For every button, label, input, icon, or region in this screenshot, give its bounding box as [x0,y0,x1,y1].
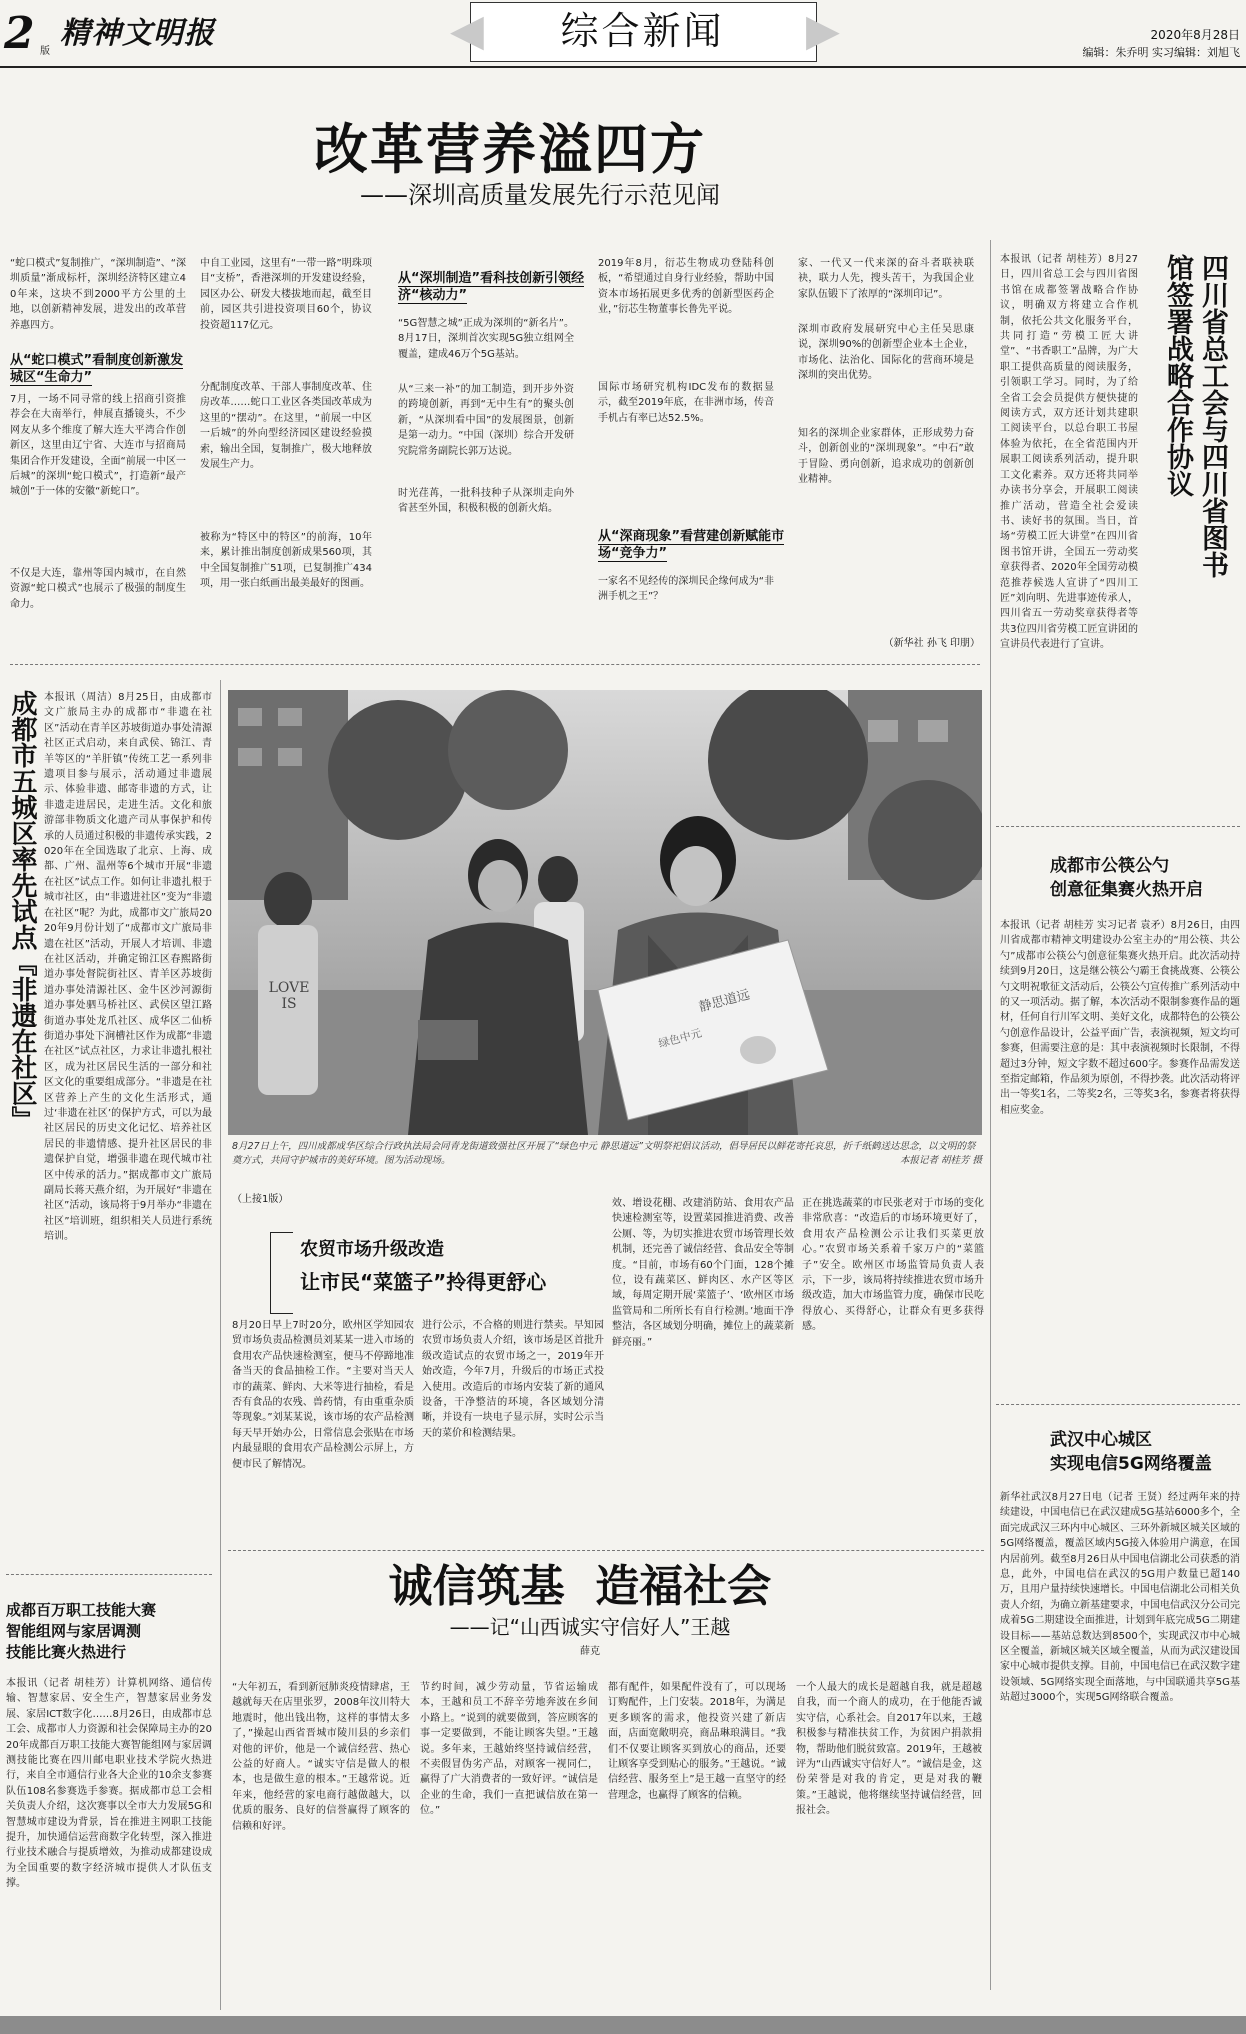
right-bot-title [1050,1428,1240,1476]
market-title-2: 让市民“菜篮子”拎得更舒心 [300,1270,547,1294]
left-bot-title-text: 成都百万职工技能大赛 智能组网与家居调测 技能比赛火热进行 [6,1601,157,1661]
lead-col-2-c: 被称为“特区中的特区”的前海，10年来，累计推出制度创新成果560项，其中全国复制推广51项，已复制推广434项，用一张白纸画出最美最好的图画。 [200,532,372,590]
shanxi-subtitle: ——记“山西诚实守信好人”王越 [449,1615,731,1639]
lead-col-3-c: 时光荏苒，一批科技种子从深圳走向外省甚至外国，积极积极的创新火焰。 [398,488,574,515]
right-mid-body: 本报讯（记者 胡桂芳 实习记者 袁矛）8月26日，由四川省成都市精神文明建设办公室主办的“用公筷、共公勺”成都市公筷公勺创意征集赛火热开启。此次活动持续到9月20日，这是继公筷公勺霸王食挑战赛、公筷公勺文明祝歌征文活动后，公筷公勺宣传推广系列活动中的又一项活动。据了解，本次活动不限制参赛作品的题材，任何自行川军文明、美好文化，成都特色的公筷公勺创意作品设计，公益平面广告，表演视频，短文均可参赛，但需要注意的是：其中表演视频时长限制，不得超过3分钟，短文字数不超过600字。参赛作品需发送至指定邮箱，作品须为原创，不得抄袭。此次活动将评出一等奖1名，二等奖2名，三等奖3名，参赛者将获得相应奖金。 [1000,920,1240,1116]
market-title-1: 农贸市场升级改造 [300,1239,444,1260]
lead-subhead-3: 从“深商现象”看营建创新赋能市场“竞争力” [598,529,785,561]
news-photo [228,690,982,1135]
lead-col-4-b: 国际市场研究机构IDC发布的数据显示，截至2019年底，在非洲市场，传音手机占有率已达52.5%。 [598,382,774,424]
shanxi-col-4: 一个人最大的成长是超越自我，就是超越自我，而一个商人的成功，在于他能否诚实守信，心系社会。自2017年以来，王越积极参与精准扶贫工作，为贫困户捐款捐物，帮助他们脱贫致富。2019年，王越被评为“山西诚实守信好人”。“诚信是金，这份荣誉是对我的肯定，更是对我的鞭策。”王越说，他将继续坚持诚信经营，回报社会。 [796,1682,982,1817]
right-top-body: 本报讯（记者 胡桂芳）8月27日，四川省总工会与四川省图书馆在成都签署战略合作协议，明确双方将建立合作机制，依托公共文化服务平台，共同打造“劳模工匠大讲堂”、“书香职工”品牌，为广大职工提供高质量的阅读服务，引领职工学习。同时，为了给全省工会会员提供方便快捷的阅读方式，双方还计划共建职工阅读平台，以总台职工书屋体验为依托，在全省范围内开展职工阅读系列活动，提升职工文化素养。双方还将共同举办读书分享会，开展职工阅读推广活动，营造全社会爱读书、读好书的氛围。当日，首场“劳模工匠大讲堂”在四川省图书馆开讲，全国五一劳动奖章获得者、2020年全国劳动模范推荐候选人宣讲了“四川工匠”刘向明、先进事迹传承人，四川省五一劳动奖章获得者等共3位四川省劳模工匠宣讲团的宣讲员代表进行了宣讲。 [1000,254,1138,651]
newspaper-name: 精神文明报 [60,16,215,51]
masthead [0,0,1246,70]
shanxi-headline: 诚信筑基 造福社会 [388,1561,772,1612]
lead-col-3-b: 从“三来一补”的加工制造，到开步外资的跨境创新，再到“无中生有”的聚头创新，“从深圳看中国”的发展图景，创新是第一动力。“中国（深圳）综合开发研究院常务副院长郭万达说。 [398,384,574,457]
market-col-2: 进行公示，不合格的则进行禁卖。早知园农贸市场负责人介绍，该市场是区首批升级改造试点的农贸市场之一，2019年开始改造，今年7月，升级后的市场正式投入使用。改造后的市场内安装了新的通风设备，干净整洁的环境，各区域划分清晰，并设有一块电子显示屏，实时公示当天的菜价和检测结果。 [422,1320,604,1439]
lead-subhead-1: 从“蛇口模式”看制度创新激发城区“生命力” [10,353,184,385]
left-mid-body-a: 本报讯（周洁）8月25日，由成都市文广旅局主办的成都市“非遗在社区”活动在青羊区苏坡街道办事处清源社区正式启动，来自武侯、锦江、青羊等区的“羊肝镇”传统工艺一系列非遗项目参与展示，活动通过非遗展示、体验非遗、邮寄非遗的方式，让非遗走进居民，走进生活。文化和旅游部非物质文化遗产司从事保护和传承的人员通过积极的非遗传承实践，2020年在全国选取了北京、上海、成都、广州、温州等6个城市开展“非遗在社区”试点工作。如何让非遗扎根于城市社区，由“非遗进社区”变为“非遗在社区”呢？为此，成都市文广旅局2020年9月份计划了“成都市文广旅局非遗在社区”活动，开展人才培训、非遗在社区活动，并确定锦江区春熙路街道办事处督院街社区、青羊区苏坡街道办事处清源社区、金牛区沙河源街道办事处驷马桥社区、武侯区望江路街道办事处龙爪社区、成华区二仙桥街道办事处下涧槽社区作为成都“非遗在社区”试点社区，力求让非遗扎根社区，成为社区居民生活的一部分和社区文化的重要组成部分。“非遗是在社区营养上产生的文化生活形式，通过‘非遗在社区’的保护方式，可以为最社区居民的历史文化记忆、培养社区居民的非遗情感、提升社区居民的非遗保护自觉，增强非遗在现代城市社区中传承的活力。”据成都市文广旅局副局长蒋天燕介绍，为开展好“非遗在社区”活动，该局将于9月举办“非遗在社区”培训班，组织相关人员进行系统培训。 [44,692,212,1243]
right-column-rule [990,240,991,1990]
photo-shirt-text: LOVE IS [268,980,310,1012]
lead-col-4-a: 2019年8月，衍芯生物成功登陆科创板，“希望通过自身行业经验，帮助中国资本市场拓展更多优秀的创新型医药企业，”衍芯生物董事长鲁先平说。 [598,258,774,316]
right-bot-body: 新华社武汉8月27日电（记者 王贤）经过两年来的持续建设，中国电信已在武汉建成5G基站6000多个，全面完成武汉三环内中心城区、三环外新城区城关区域的5G网络覆盖，覆盖区域内5G接入体验用户满意，在国内居前列。截至8月26日从中国电信湖北公司获悉的消息，此外，中国电信在武汉的5G用户数量已超140万，且用户量持续快速增长。中国电信湖北公司相关负责人介绍，为确立新基建要求，中国电信武汉分公司完成着5G二期建设全面推进，计划到年底完成5G二期建设目标——基站总数达到8500个，实现武汉市中心城区全覆盖，新城区城关区域全覆盖，从而为武汉建设国家中心城市提供支撑。目前，中国电信已在武汉数字建设领域、5G网络实现全面落地，与中国联通共享5G基站超过3000个，实现5G网络联合覆盖。 [1000,1492,1240,1704]
section-chevrons-left: ◀ [450,5,484,56]
page-bottom-bar [0,2016,1246,2034]
section-chevrons-right: ▶ [806,5,840,56]
shanxi-col-1: “大年初五，看到新冠肺炎疫情肆虐，王越就每天在店里张罗，2008年汶川特大地震时，他出钱出物，这样的事情太多了，”操起山西省晋城市陵川县的乡亲们对他的评价，他是一个诚信经营、热心公益的好商人。“诚实守信是做人的根本，也是做生意的根本。”王越常说。近年来，他经营的家电商行越做越大，以优质的服务、良好的信誉赢得了顾客的信赖和好评。 [232,1682,410,1832]
market-bottom-rule [228,1550,984,1551]
lead-col-2-b: 分配制度改革、干部人事制度改革、住房改革……蛇口工业区各类国改革成为这里的“摆动”。在这里，“前展一中区一后城”的外向型经济园区建设经验摸索，输出全国，复制推广，极大地释放发展生产力。 [200,382,372,471]
section-title: 综合新闻 [560,9,725,53]
lead-col-1-c: 不仅是大连，靠州等国内城市，在自然资源“蛇口模式”也展示了极强的制度生命力。 [10,568,186,610]
photo-caption-text: 8月27日上午，四川成都成华区综合行政执法局会同青龙街道致强社区开展了“绿色中元 静思道远”文明祭祀倡议活动，倡导居民以鲜花寄托哀思，折千纸鹤送达思念，以文明的祭奠方式，共同守护城市的美好环境。图为活动现场。 [232,1141,976,1166]
photo-caption [232,1140,982,1168]
right-top-title: 四川省总工会与四川省图书馆签署战略合作协议 [1162,254,1228,578]
page-number: 2 [4,8,35,59]
photo-brochure-text-2: 绿色中元 [657,1026,704,1051]
lead-col-5-b: 深圳市政府发展研究中心主任吴思康说，深圳90%的创新型企业本土企业，市场化、法治化、国际化的营商环境是深圳的突出优势。 [798,324,974,382]
market-col-3: 效、增设花棚、改建消防站、食用农产品快速检测室等，设置菜园推进消费、改善公厕、等，为切实推进农贸市场管理长效机制，还完善了诚信经营、食品安全等制度。“目前，市场有60个门面，128个摊位，设有蔬菜区、鲜肉区、水产区等区域，每周定期开展‘菜篮子’、‘欧州区市场监管局和二所所长有自行检测。’地面干净整洁，各区域划分明确，摊位上的蔬菜新鲜亮丽。” [612,1198,794,1348]
shanxi-col-2: 节约时间，减少劳动量，节省运输成本，王越和员工不辞辛劳地奔波在乡间小路上。“说到的就要做到，答应顾客的事一定要做到，不能让顾客失望。”王越说。多年来，王越始终坚持诚信经营，不卖假冒伪劣产品，对顾客一视同仁，赢得了广大消费者的一致好评。“诚信是企业的生命，我们一直把诚信放在第一位。” [420,1682,598,1817]
left-column-rule [220,680,221,2010]
photo-brochure-text-1: 静思道远 [697,987,752,1016]
right-mid-title-text: 成都市公筷公勺 创意征集赛火热开启 [1050,856,1203,900]
lead-col-3-a: “5G智慧之城”正成为深圳的“新名片”。8月17日，深圳首次实现5G独立组网全覆盖，建成46万个5G基站。 [398,318,574,360]
left-mid-title: 成都市五城区率先试点『非遗在社区』 [7,690,37,1132]
right-bot-title-text: 武汉中心城区 实现电信5G网络覆盖 [1050,1430,1212,1474]
photo-credit: 本报记者 胡桂芳 摄 [899,1155,982,1166]
lead-subhead-2: 从“深圳制造”看科技创新引领经济“核动力” [398,271,585,303]
market-jump-note: （上接1版） [232,1194,289,1205]
lead-subtitle: ——深圳高质量发展先行示范见闻 [360,181,720,209]
right-mid-rule [996,1404,1240,1405]
lead-col-5-a: 家、一代又一代来深的奋斗者联袂联袂，联力人先，搜头苦干，为我国企业家队伍锻下了浓厚的“深圳印记”。 [798,258,974,300]
shanxi-author: 薛克 [580,1646,600,1657]
shanxi-col-3: 都有配件，如果配件没有了，可以现场订购配件，上门安装。2018年，为满足更多顾客的需求，他投资兴建了新店面，店面宽敞明亮，商品琳琅满目。“我们不仅要让顾客买到放心的商品，还要让顾客享受到贴心的服务。”王越说。“诚信经营、服务至上”是王越一直坚守的经营理念，也赢得了顾客的信赖。 [608,1682,786,1801]
left-mid-rule [6,1574,212,1575]
right-top-rule [996,826,1240,827]
photo-illustration [228,690,982,1135]
lead-col-1-b: 7月，一场不同寻常的线上招商引资推荐会在大南举行，伸展直播镜头，不少网友从多个维度了解大连大平湾合作创新区，这里由辽宁省、大连市与招商局集团合作开发建设，全面“前展一中区一后城”的深圳“蛇口模式”，打造新“最产城创”于一体的安徽“新蛇口”。 [10,394,186,498]
lead-col-4-c: 一家名不见经传的深圳民企缘何成为“非洲手机之王”？ [598,576,774,603]
page-suffix: 版 [40,46,50,57]
right-mid-title [1050,854,1240,902]
market-col-1: 8月20日早上7时20分，欧州区学知园农贸市场负责品检测员刘某某一进入市场的食用农产品快速检测室，便马不停蹄地准备当天的食品抽检工作。“主要对当天人市的蔬菜、鲜肉、大米等进行抽检，看是否有食品的农残、兽药情，有由重重杂质等现象。”刘某某说，该市场的农产品检测每天早开始办公，日常信息会张贴在市场内最显眼的食用农产品检测公示屏上，方便市民了解情况。 [232,1320,414,1470]
left-bot-body: 本报讯（记者 胡桂芳）计算机网络、通信传输、智慧家居、安全生产，智慧家居业务发展、家居ICT数字化……8月26日，由成都市总工会、成都市人力资源和社会保障局主办的2020年成都百万职工技能大赛智能组网与家居调测技能比赛在四川邮电职业技术学院火热进行，来自全市通信行业各大企业的10余支参赛队伍108名参赛选手参赛。据成都市总工会相关负责人介绍，这次赛事以全市大力发展5G和智慧城市建设为背景，旨在推进主网职工技能提升，加快通信运营商数字化转型，深入推进行业技术融合与提质增效，为推动成都建设成为全国重要的数字经济城市提供人才队伍支撑。 [6,1678,212,1890]
market-headline-box [270,1232,600,1314]
market-col-4: 正在挑选蔬菜的市民张老对于市场的变化非常欣喜：“改造后的市场环境更好了，食用农产品检测公示让我们买菜更放心。”农贸市场关系着千家万户的“菜篮子”安全。欧州区市场监管局负责人表示，下一步，该局将持续推进农贸市场升级改造，加大市场监管力度，确保市民吃得放心、买得舒心，让群众有更多获得感。 [802,1198,984,1333]
lead-headline: 改革营养溢四方 [314,118,706,181]
lead-col-5-c: 知名的深圳企业家群体，正形成势力奋斗，创新创业的“深圳现象”。“中石”敢于冒险、勇向创新，追求成功的创新创业精神。 [798,428,974,486]
left-bot-title [6,1600,216,1663]
lead-col-2-a: 中自工业园，这里有“一带一路”明珠项目“支桥”，香港深圳的开发建设经验，园区办公、研发大楼拔地而起，截至目前，园区共引进投资项目60个，协议投资超117亿元。 [200,258,372,331]
editor-line: 编辑：朱乔明 实习编辑：刘旭飞 [1082,46,1240,59]
lead-bottom-rule [10,664,980,665]
market-box-frame [270,1232,293,1314]
issue-date: 2020年8月28日 [1150,28,1240,42]
masthead-rule [0,66,1246,68]
lead-col-1-a: “蛇口模式”复制推广，“深圳制造”、“深圳质量”渐成标杆，深圳经济特区建立40年来，这块不到2000平方公里的土地，以创新精神发展，进发出的改革营养惠四方。 [10,258,186,331]
lead-source: （新华社 孙飞 印朋） [883,638,980,649]
